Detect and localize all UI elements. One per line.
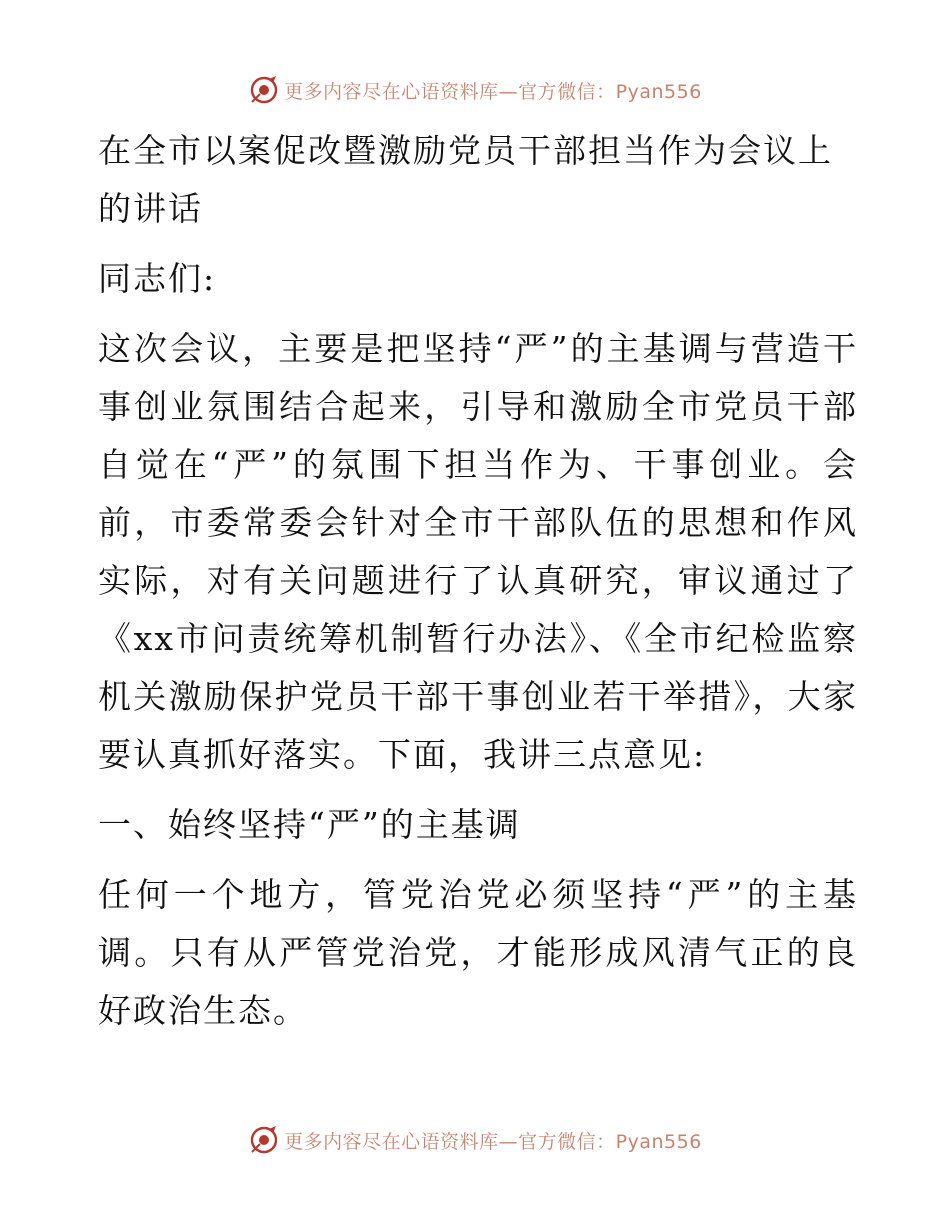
watermark-text: 更多内容尽在心语资料库—官方微信：Pyan556 bbox=[284, 1130, 702, 1153]
quill-pen-circle-icon bbox=[248, 74, 280, 106]
footer-watermark bbox=[0, 1120, 950, 1160]
paragraph: 任何一个地方，管党治党必须坚持“严”的主基调。只有从严管党治党，才能形成风清气正的良好政治生态。 bbox=[98, 875, 858, 1030]
salutation: 同志们: bbox=[98, 259, 217, 298]
section-heading: 一、始终坚持“严”的主基调 bbox=[98, 805, 521, 844]
document-body bbox=[98, 122, 858, 1052]
header-watermark bbox=[0, 70, 950, 110]
document-title: 在全市以案促改暨激励党员干部担当作为会议上的讲话 bbox=[98, 131, 833, 228]
watermark-text: 更多内容尽在心语资料库—官方微信：Pyan556 bbox=[284, 80, 702, 103]
paragraph: 这次会议，主要是把坚持“严”的主基调与营造干事创业氛围结合起来，引导和激励全市党员干部自觉在“严”的氛围下担当作为、干事创业。会前，市委常委会针对全市干部队伍的思想和作风实际，对有关问题进行了认真研究，审议通过了《xx市问责统筹机制暂行办法》、《全市纪检监察机关激励保护党员干部干事创业若干举措》，大家要认真抓好落实。下面，我讲三点意见: bbox=[98, 329, 858, 774]
quill-pen-circle-icon bbox=[248, 1124, 280, 1156]
